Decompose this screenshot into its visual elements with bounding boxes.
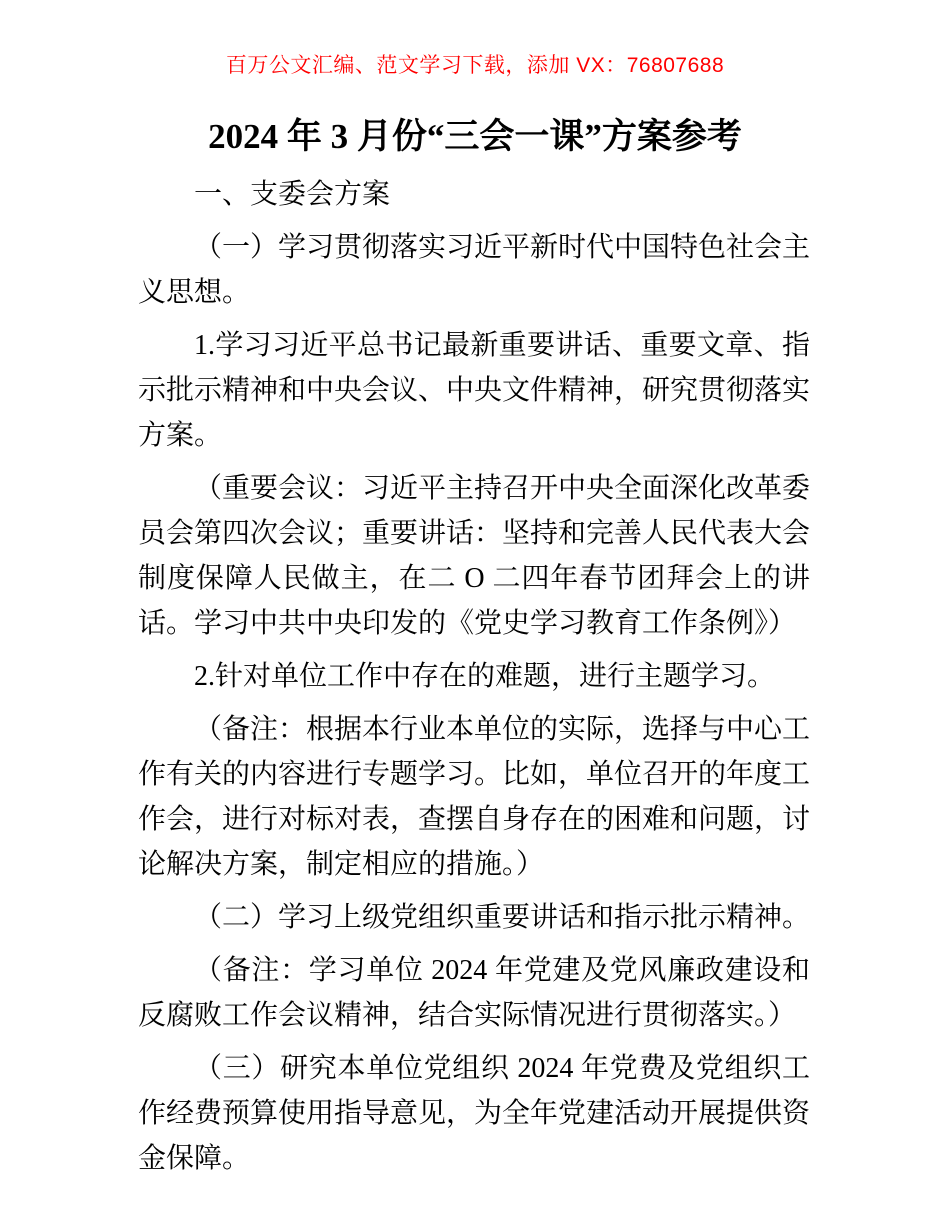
- paragraph-2: 1.学习习近平总书记最新重要讲话、重要文章、指示批示精神和中央会议、中央文件精神，研究贯彻落实方案。: [138, 330, 811, 451]
- page-title: 2024 年 3 月份“三会一课”方案参考: [208, 117, 742, 156]
- paragraph-6: （二）学习上级党组织重要讲话和指示批示精神。: [194, 902, 811, 933]
- watermark-text: 百万公文汇编、范文学习下载，添加 VX：76807688: [225, 54, 725, 77]
- paragraph-5: （备注：根据本行业本单位的实际，选择与中心工作有关的内容进行专题学习。比如，单位召开的年度工作会，进行对标对表，查摆自身存在的困难和问题，讨论解决方案，制定相应的措施。）: [138, 714, 811, 880]
- paragraph-8: （三）研究本单位党组织 2024 年党费及党组织工作经费预算使用指导意见，为全年党建活动开展提供资金保障。: [138, 1053, 811, 1174]
- document-body: [138, 172, 810, 1181]
- paragraph-4: 2.针对单位工作中存在的难题，进行主题学习。: [194, 661, 776, 692]
- section-heading: 一、支委会方案: [194, 179, 391, 210]
- paragraph-1: （一）学习贯彻落实习近平新时代中国特色社会主义思想。: [138, 232, 811, 308]
- paragraph-3: （重要会议：习近平主持召开中央全面深化改革委员会第四次会议；重要讲话：坚持和完善人民代表大会制度保障人民做主，在二 O 二四年春节团拜会上的讲话。学习中共中央印发的《党史学习教育工作条例》）: [138, 473, 811, 639]
- paragraph-7: （备注：学习单位 2024 年党建及党风廉政建设和反腐败工作会议精神，结合实际情况进行贯彻落实。）: [138, 955, 810, 1031]
